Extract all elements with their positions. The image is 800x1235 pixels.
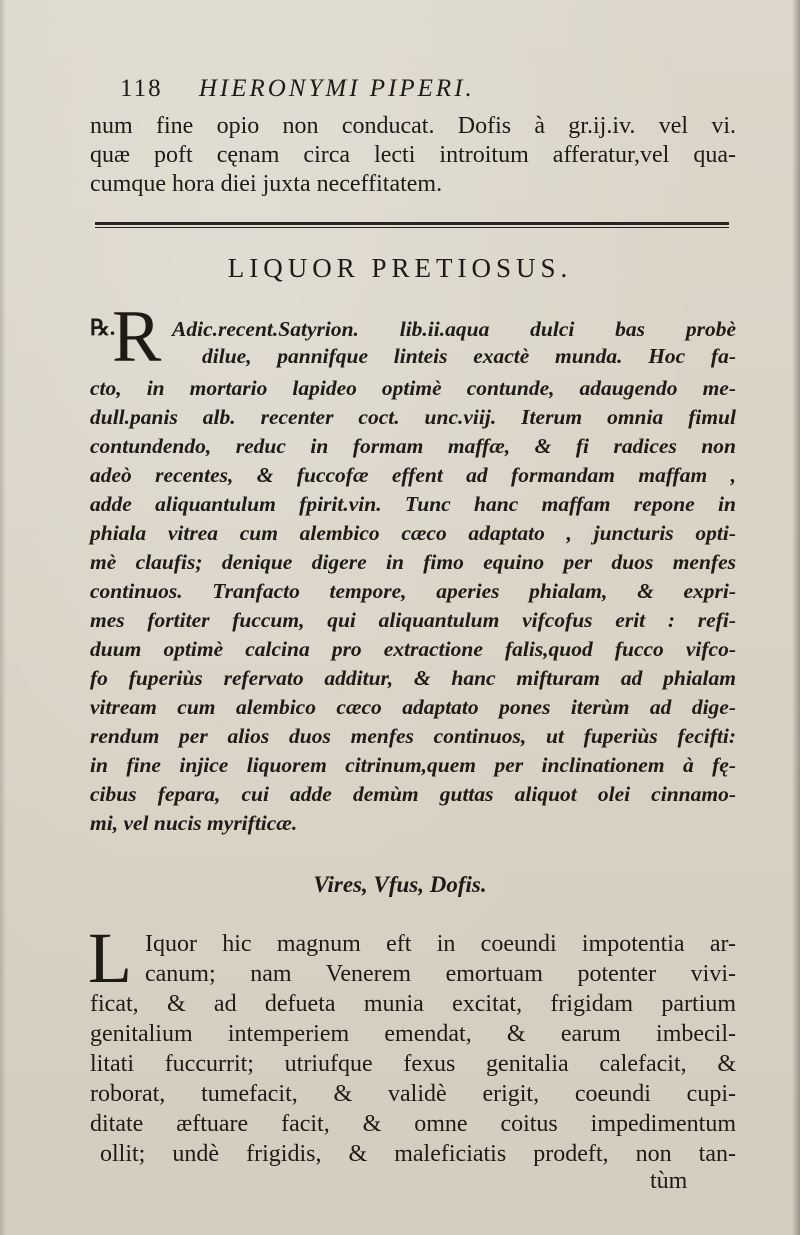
page-right-edge-shadow <box>792 0 800 1235</box>
recipe-line: in fine injice liquorem citrinum,quem per inclinationem à fę- <box>90 753 736 777</box>
section-title: LIQUOR PRETIOSUS. <box>227 253 573 283</box>
recipe-line: rendum per alios duos menfes continuos, ut fuperiùs fecifti: <box>90 724 736 748</box>
recipe-line: cibus fepara, cui adde demùm guttas aliquot olei cinnamo- <box>90 782 736 806</box>
body-line: genitalium intemperiem emendat, & earum imbecil- <box>90 1021 736 1047</box>
page-number: 118 <box>120 75 163 102</box>
body-line: Iquor hic magnum eft in coeundi impotentia ar- <box>145 931 736 957</box>
recipe-line: mi, vel nucis myrifticæ. <box>90 811 298 835</box>
recipe-line: contundendo, reduc in formam maffæ, & fi radices non <box>90 434 736 458</box>
top-paragraph-line: num fine opio non conducat. Dofis à gr.ij.iv. vel vi. <box>90 113 736 139</box>
top-paragraph-line: cumque hora diei juxta neceffitatem. <box>90 171 443 197</box>
body-line: roborat, tumefacit, & validè erigit, coeundi cupi- <box>90 1081 736 1107</box>
running-head-title: HIERONYMI PIPERI. <box>198 75 475 102</box>
recipe-line: dull.panis alb. recenter coct. unc.viij. Iterum omnia fimul <box>90 405 736 429</box>
recipe-line: fo fuperiùs refervato additur, & hanc mifturam ad phialam <box>90 666 736 690</box>
recipe-line: duum optimè calcina pro extractione falis,quod fucco vifco- <box>90 637 736 661</box>
recipe-line: continuos. Tranfacto tempore, aperies phialam, & expri- <box>90 579 736 603</box>
body-line: litati fuccurrit; utriufque fexus genitalia calefacit, & <box>90 1051 736 1077</box>
body-line: ditate æftuare facit, & omne coitus impedimentum <box>90 1111 736 1137</box>
recipe-line: cto, in mortario lapideo optimè contunde, adaugendo me- <box>90 376 736 400</box>
recipe-line: Adic.recent.Satyrion. lib.ii.aqua dulci bas probè <box>172 317 736 341</box>
recipe-line: dilue, pannifque linteis exactè munda. Hoc fa- <box>202 344 736 368</box>
catchword: tùm <box>650 1168 688 1194</box>
recipe-line: vitream cum alembico cæco adaptato pones iterùm ad dige- <box>90 695 736 719</box>
body-drop-cap: L <box>88 918 132 998</box>
recipe-line: mes fortiter fuccum, qui aliquantulum vifcofus erit : refi- <box>90 608 736 632</box>
recipe-line: adeò recentes, & fuccofæ effent ad formandam maffam , <box>90 463 736 487</box>
top-paragraph-line: quæ poft cęnam circa lecti introitum afferatur,vel qua- <box>90 142 736 168</box>
body-line: canum; nam Venerem emortuam potenter vivi- <box>145 961 736 987</box>
recipe-line: mè claufis; denique digere in fimo equino per duos menfes <box>90 550 736 574</box>
recipe-line: adde aliquantulum fpirit.vin. Tunc hanc maffam repone in <box>90 492 736 516</box>
section-divider-rule <box>95 222 729 228</box>
body-line: ollit; undè frigidis, & maleficiatis prodeft, non tan- <box>100 1141 736 1167</box>
recipe-symbol: ℞. <box>90 315 116 340</box>
recipe-drop-cap: R <box>112 296 162 378</box>
recipe-line: phiala vitrea cum alembico cæco adaptato , juncturis opti- <box>90 521 736 545</box>
subheading: Vires, Vfus, Dofis. <box>313 872 487 897</box>
running-head <box>120 75 475 103</box>
page-left-edge-shadow <box>0 0 6 1235</box>
body-line: ficat, & ad defueta munia excitat, frigidam partium <box>90 991 736 1017</box>
